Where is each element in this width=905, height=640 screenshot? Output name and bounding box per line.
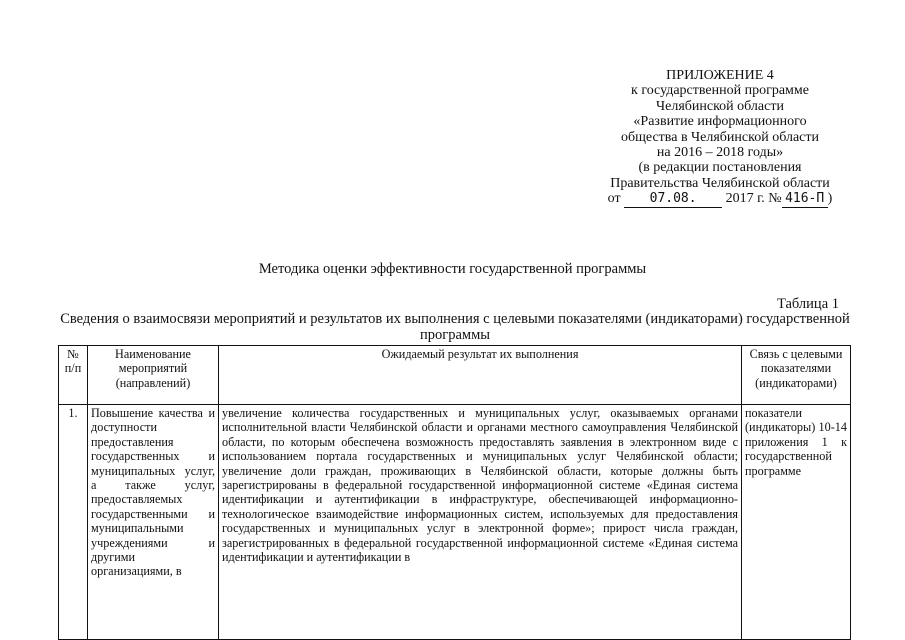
table-number: Таблица 1	[776, 296, 839, 312]
row-result: увеличение количества государственных и муниципальных услуг, оказываемых органами исполнительной власти Челябинской области и органами местного самоуправления Челябинской области, по которым обеспечена возможность предоставлять заявления в электронном виде с использованием портала государственных и муниципальных услуг Челябинской области; увеличение доли граждан, проживающих в Челябинской области, которые должны быть зарегистрированы в федеральной государственной информационной системе «Единая система идентификации и аутентификации в инфраструктуре, обеспечивающей информационно-технологическое взаимодействие информационных систем, используемых для предоставления государственных и муниципальных услуг в электронной форме»; прирост числа граждан, зарегистрированных в федеральной государственной информационной системе «Единая система идентификации и аутентификации в	[219, 405, 742, 640]
table-caption: Сведения о взаимосвязи мероприятий и результатов их выполнения с целевыми показателями (индикаторами) государственной программы	[60, 311, 850, 343]
appendix-header	[590, 68, 850, 208]
appendix-line: общества в Челябинской области	[621, 129, 819, 145]
year-text: 2017 г. №	[725, 191, 782, 207]
table-row	[59, 405, 851, 640]
header-name: Наименование мероприятий (направлений)	[88, 346, 219, 405]
header-num: № п/п	[59, 346, 88, 405]
decree-date-line	[590, 191, 850, 207]
appendix-line: к государственной программе	[631, 83, 809, 99]
indicators-table	[58, 345, 851, 640]
row-link: показатели (индикаторы) 10-14 приложения 1 к государственной программе	[742, 405, 851, 640]
appendix-line: Правительства Челябинской области	[610, 175, 830, 191]
table-header-row	[59, 346, 851, 405]
row-num: 1.	[59, 405, 88, 640]
closing-paren: )	[827, 191, 833, 207]
method-title: Методика оценки эффективности государственной программы	[258, 261, 647, 277]
appendix-line: на 2016 – 2018 годы»	[656, 145, 784, 161]
appendix-line: Челябинской области	[656, 98, 784, 114]
header-result: Ожидаемый результат их выполнения	[219, 346, 742, 405]
appendix-line: «Развитие информационного	[633, 114, 807, 130]
appendix-line: (в редакции постановления	[638, 160, 802, 176]
row-name: Повышение качества и доступности предоставления государственных и муниципальных услуг, а также услуг, предоставляемых государственными и муниципальными учреждениями и другими организациями, в	[88, 405, 219, 640]
date-prefix: от	[607, 191, 621, 207]
header-link: Связь с целевыми показателями (индикаторами)	[742, 346, 851, 405]
decree-number: 416-П	[782, 191, 828, 207]
appendix-title: ПРИЛОЖЕНИЕ 4	[666, 68, 774, 83]
decree-date: 07.08.	[624, 191, 722, 207]
